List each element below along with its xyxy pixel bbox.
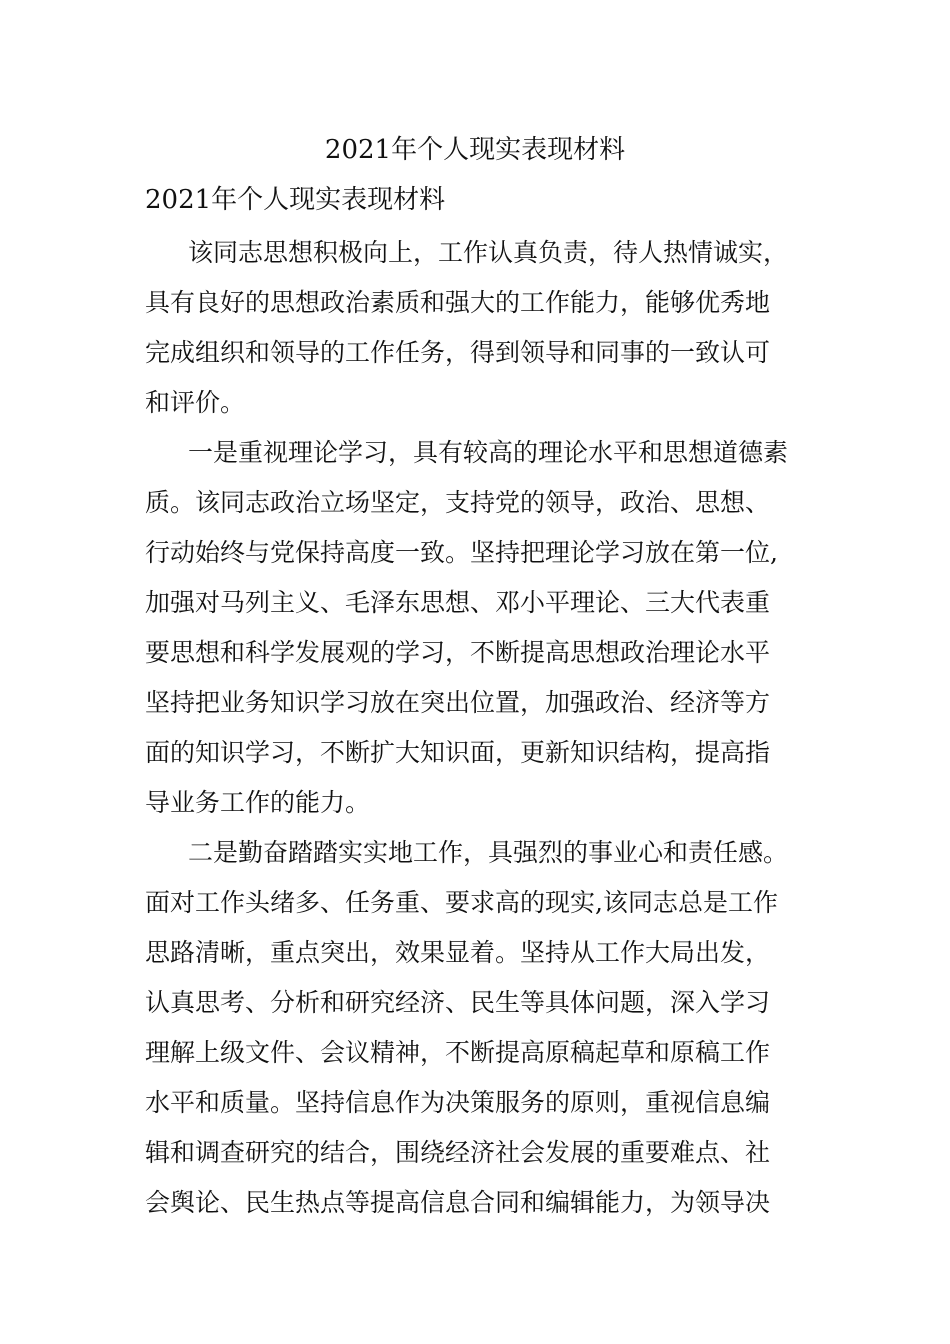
- paragraph-line: 该同志思想积极向上，工作认真负责，待人热情诚实，: [188, 238, 789, 267]
- paragraph-line: 导业务工作的能力。: [145, 788, 371, 817]
- paragraph-line: 认真思考、分析和研究经济、民生等具体问题，深入学习: [145, 988, 771, 1017]
- paragraph-line: 和评价。: [145, 388, 246, 417]
- document-subtitle: 2021年个人现实表现材料: [145, 185, 446, 215]
- paragraph-line: 坚持把业务知识学习放在突出位置，加强政治、经济等方: [145, 688, 771, 717]
- paragraph-line: 行动始终与党保持高度一致。坚持把理论学习放在第一位,: [145, 538, 778, 567]
- paragraph-line: 具有良好的思想政治素质和强大的工作能力，能够优秀地: [145, 288, 771, 317]
- paragraph-line: 面对工作头绪多、任务重、要求高的现实,该同志总是工作: [145, 888, 778, 917]
- paragraph-line: 面的知识学习，不断扩大知识面，更新知识结构，提高指: [145, 738, 771, 767]
- paragraph-line: 一是重视理论学习，具有较高的理论水平和思想道德素: [188, 438, 789, 467]
- paragraph-line: 要思想和科学发展观的学习，不断提高思想政治理论水平: [145, 638, 771, 667]
- paragraph-line: 水平和质量。坚持信息作为决策服务的原则，重视信息编: [145, 1088, 771, 1117]
- paragraph-line: 二是勤奋踏踏实实地工作，具强烈的事业心和责任感。: [188, 838, 789, 867]
- document-title: 2021年个人现实表现材料: [324, 135, 626, 165]
- paragraph-line: 理解上级文件、会议精神，不断提高原稿起草和原稿工作: [145, 1038, 771, 1067]
- paragraph-line: 思路清晰，重点突出，效果显着。坚持从工作大局出发，: [145, 938, 771, 967]
- paragraph-line: 辑和调查研究的结合，围绕经济社会发展的重要难点、社: [145, 1138, 771, 1167]
- paragraph-line: 质。该同志政治立场坚定，支持党的领导，政治、思想、: [145, 488, 771, 517]
- paragraph-line: 完成组织和领导的工作任务，得到领导和同事的一致认可: [145, 338, 771, 367]
- paragraph-line: 会舆论、民生热点等提高信息合同和编辑能力，为领导决: [145, 1188, 771, 1217]
- paragraph-line: 加强对马列主义、毛泽东思想、邓小平理论、三大代表重: [145, 588, 771, 617]
